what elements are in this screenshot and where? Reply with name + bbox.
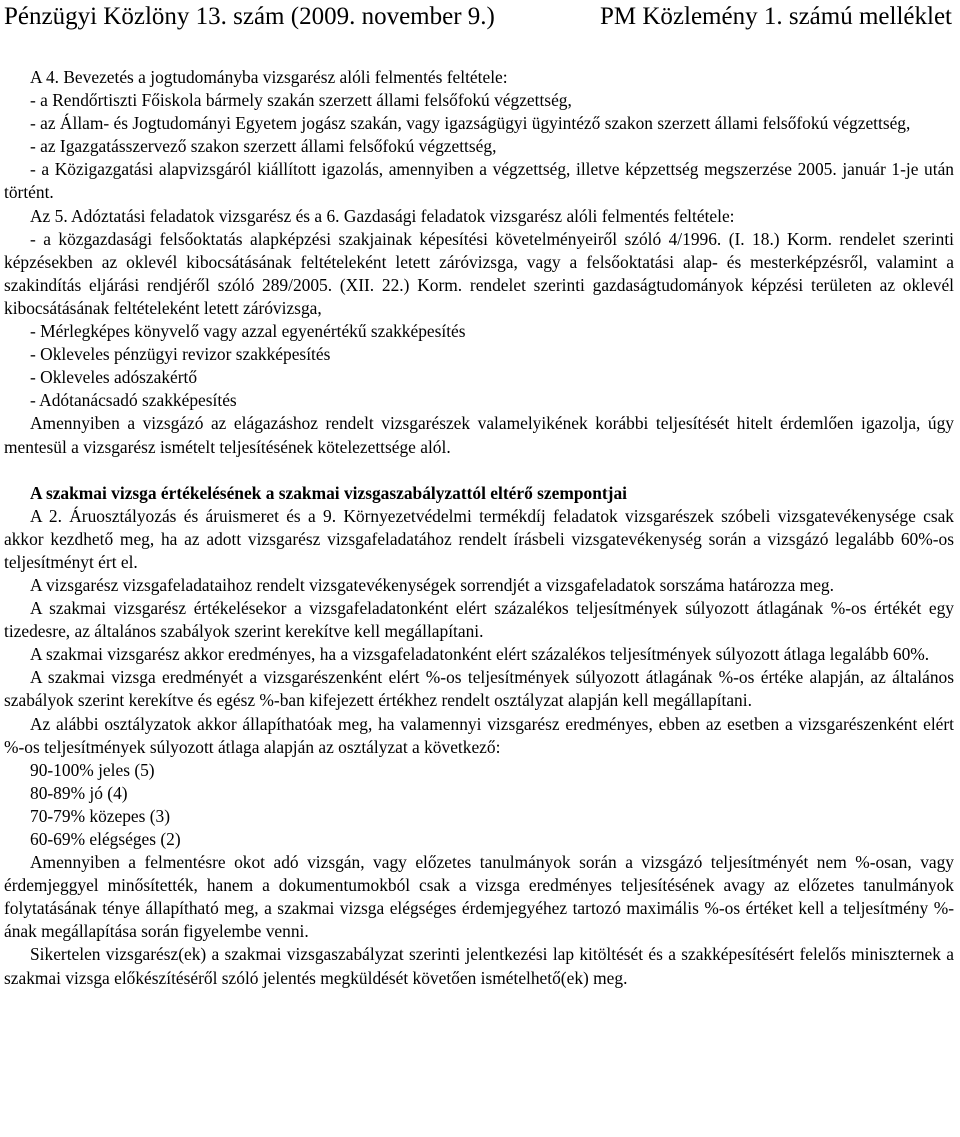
section-a4-title: A 4. Bevezetés a jogtudományba vizsgarész alóli felmentés feltétele:	[30, 67, 508, 87]
grade-item: 80-89% jó (4)	[30, 782, 128, 803]
evaluation-paragraph: A vizsgarész vizsgafeladataihoz rendelt vizsgatevékenységek sorrendjét a vizsgafeladatok sorszáma határozza meg.	[30, 574, 834, 595]
header-publication: Pénzügyi Közlöny 13. szám (2009. november 9.)	[4, 3, 495, 30]
section-a4-item: - az Állam- és Jogtudományi Egyetem jogász szakán, vagy igazságügyi ügyintéző szakon szerzett állami felsőfokú végzettség,	[30, 113, 911, 134]
evaluation-heading: A szakmai vizsga értékelésének a szakmai vizsgaszabályzattól eltérő szempontjai	[30, 482, 627, 503]
evaluation-paragraph: Az alábbi osztályzatok akkor állapíthatóak meg, ha valamennyi vizsgarész eredményes, ebben az esetben a vizsgarészenként elért %-os teljesítmények súlyozott átlaga alapján az osztályzat a következő:	[4, 713, 954, 757]
section-a4-item: - a Közigazgatási alapvizsgáról kiállított igazolás, amennyiben a végzettség, illetve képzettség megszerzése 2005. január 1-je után történt.	[4, 159, 954, 203]
section-a5-title: Az 5. Adóztatási feladatok vizsgarész és a 6. Gazdasági feladatok vizsgarész alóli felmentés feltétele:	[30, 205, 735, 226]
section-a4-item: - az Igazgatásszervező szakon szerzett állami felsőfokú végzettség,	[30, 136, 497, 157]
document-body	[4, 66, 954, 990]
evaluation-paragraph: Sikertelen vizsgarész(ek) a szakmai vizsgaszabályzat szerinti jelentkezési lap kitöltését és a szakképesítésért felelős miniszternek a szakmai vizsga előkészítéséről szóló jelentés megküldését követően ismételhető(ek) meg.	[4, 944, 954, 988]
evaluation-paragraph: A szakmai vizsgarész akkor eredményes, ha a vizsgafeladatonként elért százalékos teljesítmények súlyozott átlaga legalább 60%.	[30, 644, 930, 665]
grade-item: 70-79% közepes (3)	[30, 805, 171, 826]
evaluation-paragraph: A szakmai vizsgarész értékelésekor a vizsgafeladatonként elért százalékos teljesítmények súlyozott átlagának %-os értékét egy tizedesre, az általános szabályok szerint kerekítve kell megállapítani.	[4, 598, 954, 642]
grade-item: 60-69% elégséges (2)	[30, 829, 181, 849]
grade-item: 90-100% jeles (5)	[30, 759, 155, 780]
page-header	[4, 2, 952, 38]
evaluation-paragraph: Amennyiben a felmentésre okot adó vizsgán, vagy előzetes tanulmányok során a vizsgázó teljesítményét nem %-osan, vagy érdemjeggyel minősítették, hanem a dokumentumokból csak a vizsga eredményes teljesítésének avagy az előzetes tanulmányok folytatásának ténye állapítható meg, a szakmai vizsga elégséges érdemjegyéhez tartozó maximális %-os értéket kell a teljesítmény %-ának megállapítása során figyelembe venni.	[4, 852, 954, 942]
section-a5-item: - Okleveles pénzügyi revizor szakképesítés	[30, 344, 331, 365]
section-a5-closing: Amennyiben a vizsgázó az elágazáshoz rendelt vizsgarészek valamelyikének korábbi teljesítését hitelt érdemlően igazolja, úgy mentesül a vizsgarész ismételt teljesítésének kötelezettsége alól.	[4, 413, 954, 457]
section-a5-body: - a közgazdasági felsőoktatás alapképzési szakjainak képesítési követelményeiről szóló 4/1996. (I. 18.) Korm. rendelet szerinti képzésekben az oklevél kibocsátásának feltételeként letett záróvizsga, vagy a felsőoktatási alap- és mesterképzésről, valamint a szakindítás eljárási rendjéről szóló 289/2005. (XII. 22.) Korm. rendelet szerinti gazdaságtudományok képzési területen az oklevél kibocsátásának feltételeként letett záróvizsga,	[4, 228, 954, 318]
section-a5-item: - Mérlegképes könyvelő vagy azzal egyenértékű szakképesítés	[30, 321, 466, 342]
section-spacer	[4, 459, 954, 482]
evaluation-paragraph: A 2. Áruosztályozás és áruismeret és a 9. Környezetvédelmi termékdíj feladatok vizsgarészek szóbeli vizsgatevékenysége csak akkor kezdhető meg, ha az adott vizsgarész vizsgafeladatához rendelt írásbeli vizsgatevékenység során a vizsgázó legalább 60%-os teljesítményt ért el.	[4, 505, 954, 572]
section-a4-item: - a Rendőrtiszti Főiskola bármely szakán szerzett állami felsőfokú végzettség,	[30, 90, 572, 111]
evaluation-paragraph: A szakmai vizsga eredményét a vizsgarészenként elért %-os teljesítmények súlyozott átlagának %-os értéke alapján, az általános szabályok szerint kerekítve és egész %-ban kifejezett értékhez rendelt osztályzat alapján kell megállapítani.	[4, 667, 954, 711]
header-attachment: PM Közlemény 1. számú melléklet	[599, 3, 952, 30]
section-a5-item: - Okleveles adószakértő	[30, 367, 198, 388]
section-a5-item: - Adótanácsadó szakképesítés	[30, 390, 237, 411]
